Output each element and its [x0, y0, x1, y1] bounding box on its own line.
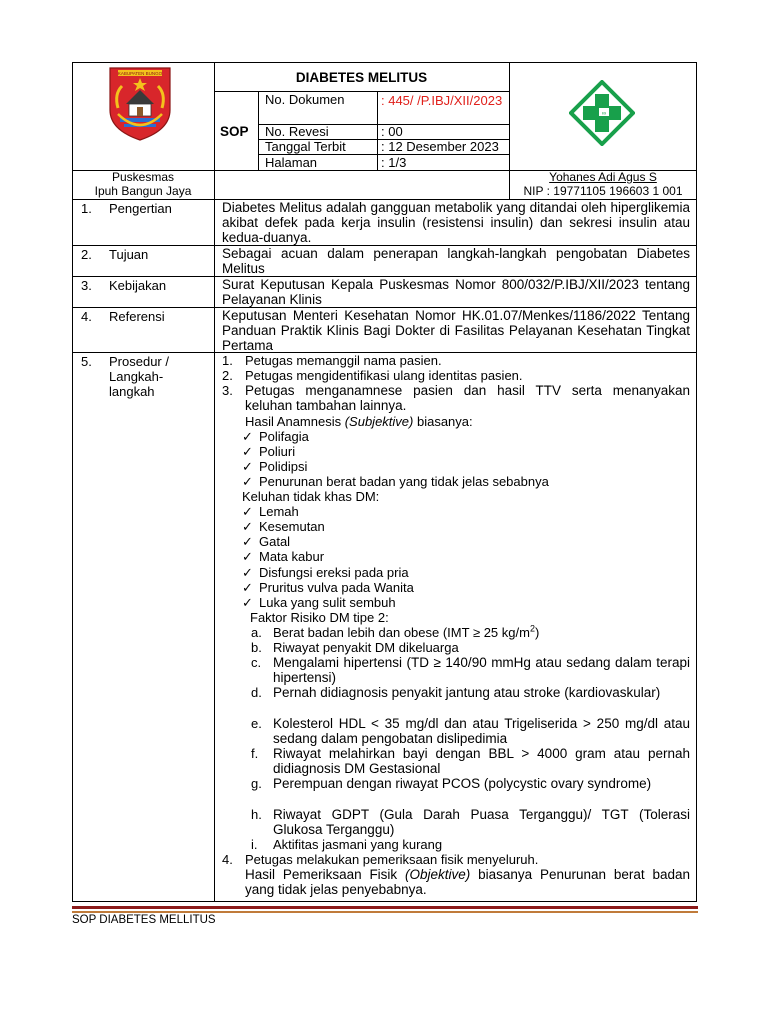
footer-rule [72, 906, 698, 909]
symptom-item: Polidipsi [259, 459, 308, 474]
doc-number-value: : 445/ /P.IBJ/XII/2023 [381, 93, 503, 108]
risk-letter: e. [251, 716, 262, 731]
physical-exam-text: Hasil Pemeriksaan Fisik (Objektive) biasanya Penurunan berat badan yang tidak jelas penyebabnya. [245, 867, 690, 898]
sop-label: SOP [220, 124, 249, 139]
regency-emblem-icon [104, 64, 176, 142]
check-icon: ✓ [242, 534, 253, 549]
section-number: 3. [81, 278, 92, 293]
section-number: 4. [81, 309, 92, 324]
step-number: 1. [222, 353, 233, 368]
risk-item: Riwayat melahirkan bayi dengan BBL > 4000 gram atau pernah didiagnosis DM Gestasional [273, 746, 690, 777]
signer-name: Yohanes Adi Agus S [549, 170, 657, 184]
doc-number-label: No. Dokumen [265, 92, 345, 107]
check-icon: ✓ [242, 459, 253, 474]
check-icon: ✓ [242, 565, 253, 580]
section-text: Sebagai acuan dalam penerapan langkah-langkah pengobatan Diabetes Melitus [222, 246, 690, 277]
symptom-item: Polifagia [259, 429, 309, 444]
risk-item: Kolesterol HDL < 35 mg/dl dan atau Trigeliserida > 250 mg/dl atau sedang dalam pengobatan dislipedimia [273, 716, 690, 747]
check-icon: ✓ [242, 519, 253, 534]
step-text: Petugas memanggil nama pasien. [245, 353, 442, 368]
section-label: Referensi [109, 309, 165, 324]
puskesmas-logo-icon [569, 80, 635, 146]
symptom-item: Poliuri [259, 444, 296, 459]
step-text: Petugas melakukan pemeriksaan fisik menyeluruh. [245, 852, 539, 867]
sop-divider [258, 91, 259, 170]
risk-letter: b. [251, 640, 262, 655]
section-number: 1. [81, 201, 92, 216]
complaint-item: Lemah [259, 504, 299, 519]
risk-letter: g. [251, 776, 262, 791]
org-name-line1: Puskesmas [111, 170, 175, 184]
section-text: Surat Keputusan Kepala Puskesmas Nomor 800/032/P.IBJ/XII/2023 tentang Pelayanan Klinis [222, 277, 690, 308]
risk-factors-heading: Faktor Risiko DM tipe 2: [250, 610, 389, 625]
page-title: DIABETES MELITUS [295, 70, 428, 85]
risk-letter: d. [251, 685, 262, 700]
page-label: Halaman [265, 155, 318, 170]
issue-date-label: Tanggal Terbit [265, 139, 346, 154]
meta-column-divider [377, 91, 378, 170]
svg-text:∞: ∞ [601, 111, 607, 117]
complaint-item: Gatal [259, 534, 291, 549]
section-number: 2. [81, 247, 92, 262]
risk-letter: f. [251, 746, 259, 761]
step-number: 3. [222, 383, 233, 398]
check-icon: ✓ [242, 580, 253, 595]
section-label: Prosedur / [109, 354, 169, 369]
symptom-item: Penurunan berat badan yang tidak jelas sebabnya [259, 474, 549, 489]
org-name-line2: Ipuh Bangun Jaya [94, 184, 192, 198]
risk-item: Mengalami hipertensi (TD ≥ 140/90 mmHg atau sedang dalam terapi hipertensi) [273, 655, 690, 686]
section-label: Kebijakan [109, 278, 167, 293]
check-icon: ✓ [242, 549, 253, 564]
risk-item: Pernah didiagnosis penyakit jantung atau stroke (kardiovaskular) [273, 685, 661, 700]
step-text: Petugas mengidentifikasi ulang identitas pasien. [245, 368, 523, 383]
section-text: Diabetes Melitus adalah gangguan metabolik yang ditandai oleh hiperglikemia akibat defek pada kerja insulin (resistensi insulin) dan sekresi insulin atau kedua-duanya. [222, 200, 690, 246]
risk-letter: c. [251, 655, 262, 670]
complaints-heading: Keluhan tidak khas DM: [242, 489, 380, 504]
section-number: 5. [81, 354, 92, 369]
check-icon: ✓ [242, 444, 253, 459]
step-text: Petugas menganamnese pasien dan hasil TTV serta menanyakan keluhan tambahan lainnya. [245, 383, 690, 414]
complaint-item: Pruritus vulva pada Wanita [259, 580, 414, 595]
revision-label: No. Revesi [265, 124, 329, 139]
check-icon: ✓ [242, 595, 253, 610]
section-label: Langkah- [109, 369, 164, 384]
emblem-banner-text: KABUPATEN BUNGO [117, 71, 163, 76]
section-label: Tujuan [109, 247, 149, 262]
signer-nip: NIP : 19771105 196603 1 001 [523, 184, 683, 198]
risk-letter: i. [251, 837, 258, 852]
revision-value: : 00 [381, 124, 403, 139]
risk-letter: a. [251, 625, 262, 640]
risk-item: Aktifitas jasmani yang kurang [273, 837, 443, 852]
section-label: Pengertian [109, 201, 172, 216]
issue-date-value: : 12 Desember 2023 [381, 139, 499, 154]
check-icon: ✓ [242, 474, 253, 489]
complaint-item: Disfungsi ereksi pada pria [259, 565, 409, 580]
section-text: Keputusan Menteri Kesehatan Nomor HK.01.07/Menkes/1186/2022 Tentang Panduan Praktik Klinis Bagi Dokter di Fasilitas Pelayanan Kesehatan Tingkat Pertama [222, 308, 690, 354]
label-column-divider [214, 199, 215, 902]
complaint-item: Mata kabur [259, 549, 325, 564]
step-number: 2. [222, 368, 233, 383]
anamnesis-heading: Hasil Anamnesis (Subjektive) biasanya: [245, 414, 473, 429]
section-label: langkah [109, 384, 155, 399]
footer-text: SOP DIABETES MELLITUS [72, 914, 216, 926]
check-icon: ✓ [242, 429, 253, 444]
step-number: 4. [222, 852, 233, 867]
page-value: : 1/3 [381, 155, 407, 170]
complaint-item: Kesemutan [259, 519, 325, 534]
risk-item: Berat badan lebih dan obese (IMT ≥ 25 $kg/m^2$) [273, 623, 540, 640]
risk-letter: h. [251, 807, 262, 822]
risk-item: Perempuan dengan riwayat PCOS (polycystic ovary syndrome) [273, 776, 652, 791]
risk-item: Riwayat GDPT (Gula Darah Puasa Terganggu)/ TGT (Tolerasi Glukosa Terganggu) [273, 807, 690, 838]
complaint-item: Luka yang sulit sembuh [259, 595, 396, 610]
check-icon: ✓ [242, 504, 253, 519]
risk-item: Riwayat penyakit DM dikeluarga [273, 640, 459, 655]
